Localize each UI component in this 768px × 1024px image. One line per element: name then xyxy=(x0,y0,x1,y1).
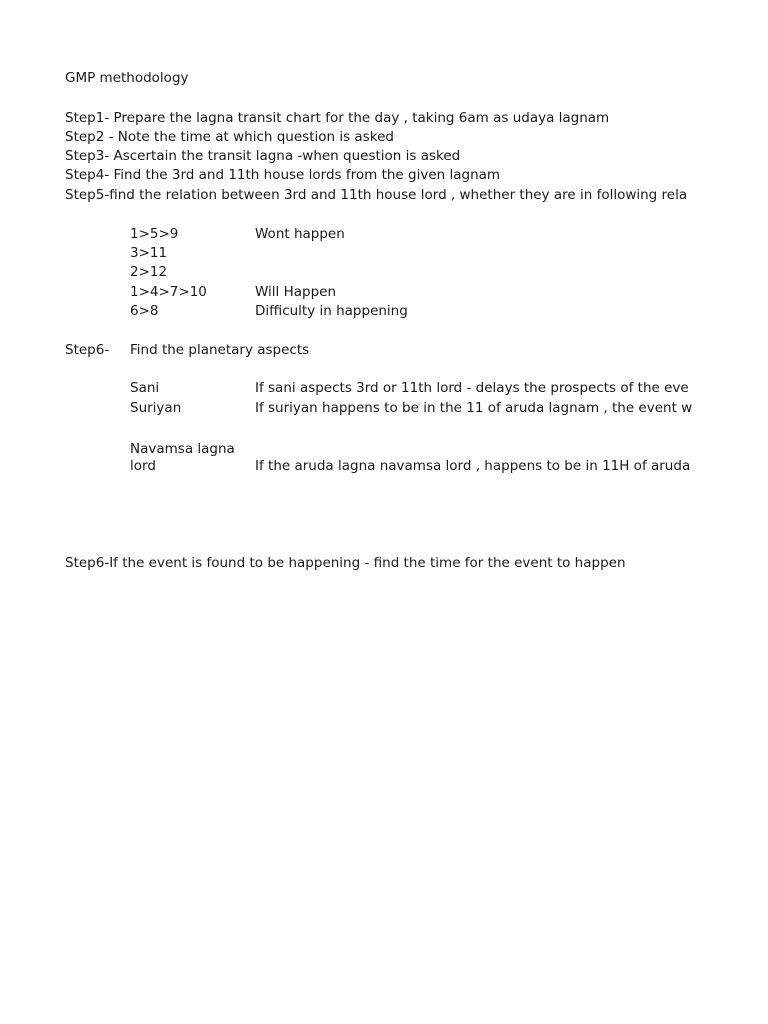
aspect-effect: If sani aspects 3rd or 11th lord - delays the prospects of the eve xyxy=(255,380,689,396)
step-4: Step4- Find the 3rd and 11th house lords from the given lagnam xyxy=(65,167,501,183)
aspect-planet: Sani xyxy=(130,380,160,396)
relation-pattern: 3>11 xyxy=(130,245,168,261)
step-3: Step3- Ascertain the transit lagna -when question is asked xyxy=(65,148,461,164)
relation-pattern: 1>5>9 xyxy=(130,226,179,242)
relation-result: Difficulty in happening xyxy=(255,303,408,319)
aspect-planet: Suriyan xyxy=(130,400,182,416)
relation-result: Will Happen xyxy=(255,284,337,300)
step-2: Step2 - Note the time at which question is asked xyxy=(65,129,394,145)
step-6-text: Find the planetary aspects xyxy=(130,342,310,358)
relation-result: Wont happen xyxy=(255,226,345,242)
navamsa-effect: If the aruda lagna navamsa lord , happens to be in 11H of aruda xyxy=(255,458,691,474)
document-title: GMP methodology xyxy=(65,70,189,86)
relation-pattern: 2>12 xyxy=(130,264,168,280)
step-6-label: Step6- xyxy=(65,342,110,358)
final-step: Step6-If the event is found to be happening - find the time for the event to happen xyxy=(65,555,626,571)
step-5: Step5-find the relation between 3rd and 11th house lord , whether they are in following rela xyxy=(65,187,688,203)
relation-pattern: 6>8 xyxy=(130,303,159,319)
relation-pattern: 1>4>7>10 xyxy=(130,284,207,300)
navamsa-planet: Navamsa lagna lord xyxy=(130,441,235,474)
step-1: Step1- Prepare the lagna transit chart for the day , taking 6am as udaya lagnam xyxy=(65,110,610,126)
aspect-effect: If suriyan happens to be in the 11 of aruda lagnam , the event w xyxy=(255,400,693,416)
